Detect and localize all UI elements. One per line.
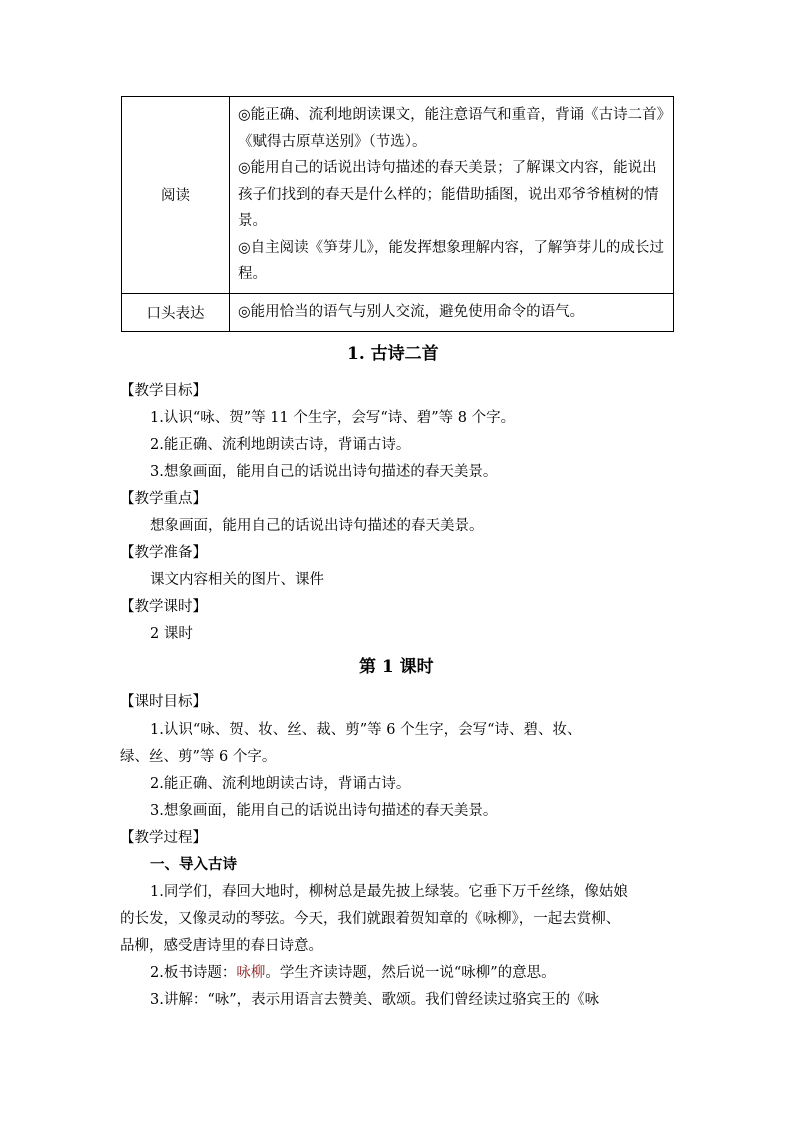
list-item: ◎能用自己的话说出诗句描述的春天美景；了解课文内容，能说出孩子们找到的春天是什么样的；能借助插图，说出邓爷爷植树的情景。: [238, 160, 659, 229]
paragraph-prefix: 2.板书诗题：: [150, 965, 237, 981]
list-item: ◎自主阅读《笋芽儿》，能发挥想象理解内容，了解笋芽儿的成长过程。: [238, 239, 664, 282]
period-goal-item-cont: 绿、丝、剪”等 6 个字。: [120, 749, 277, 765]
paragraph-line: 品柳，感受唐诗里的春日诗意。: [120, 938, 323, 954]
highlighted-title: 咏柳: [236, 965, 266, 981]
step-heading: 一、导入古诗: [150, 856, 237, 873]
goal-item: 3.想象画面，能用自己的话说出诗句描述的春天美景。: [150, 464, 498, 480]
paragraph-line: 的长发，又像灵动的琴弦。今天，我们就跟着贺知章的《咏柳》，一起去赏柳、: [120, 911, 621, 927]
section-heading-prep: 【教学准备】: [120, 545, 207, 561]
table-row: [122, 97, 674, 294]
section-heading-goals: 【教学目标】: [120, 383, 207, 399]
section-heading-period-goals: 【课时目标】: [120, 694, 207, 710]
period-goal-item: 3.想象画面，能用自己的话说出诗句描述的春天美景。: [150, 803, 498, 819]
paragraph-suffix: 。学生齐读诗题，然后说一说“咏柳”的意思。: [265, 965, 556, 981]
goal-item: 2.能正确、流利地朗读古诗，背诵古诗。: [150, 437, 411, 453]
row-label-reading: 阅读: [122, 97, 230, 294]
paragraph-line: 1.同学们，春回大地时，柳树总是最先披上绿装。它垂下万千丝绦，像姑娘: [150, 884, 628, 900]
table-row: [122, 293, 674, 332]
hours-text: 2 课时: [150, 626, 193, 642]
section-heading-hours: 【教学课时】: [120, 599, 207, 615]
paragraph-line: 3.讲解：“咏”，表示用语言去赞美、歌颂。我们曾经读过骆宾王的《咏: [150, 992, 600, 1008]
prep-text: 课文内容相关的图片、课件: [150, 572, 324, 588]
focus-text: 想象画面，能用自己的话说出诗句描述的春天美景。: [150, 518, 484, 534]
period-goal-item: 2.能正确、流利地朗读古诗，背诵古诗。: [150, 776, 411, 792]
row-content-reading: [230, 97, 674, 294]
period-title: 第 1 课时: [359, 657, 434, 677]
row-content-oral: [230, 293, 674, 332]
list-item: ◎能用恰当的语气与别人交流，避免使用命令的语气。: [238, 303, 585, 320]
lesson-title: 1. 古诗二首: [347, 344, 439, 364]
section-heading-process: 【教学过程】: [120, 830, 207, 846]
goals-table: [121, 96, 674, 332]
row-label-oral: 口头表达: [122, 293, 230, 332]
period-goal-item: 1.认识“咏、贺、妆、丝、裁、剪”等 6 个生字，会写“诗、碧、妆、: [150, 722, 582, 738]
goal-item: 1.认识“咏、贺”等 11 个生字，会写“诗、碧”等 8 个字。: [150, 410, 516, 426]
paragraph-line: [150, 963, 556, 983]
section-heading-focus: 【教学重点】: [120, 491, 207, 507]
list-item: ◎能正确、流利地朗读课文，能注意语气和重音，背诵《古诗二首》《赋得古原草送别》（节选）。: [238, 107, 664, 150]
